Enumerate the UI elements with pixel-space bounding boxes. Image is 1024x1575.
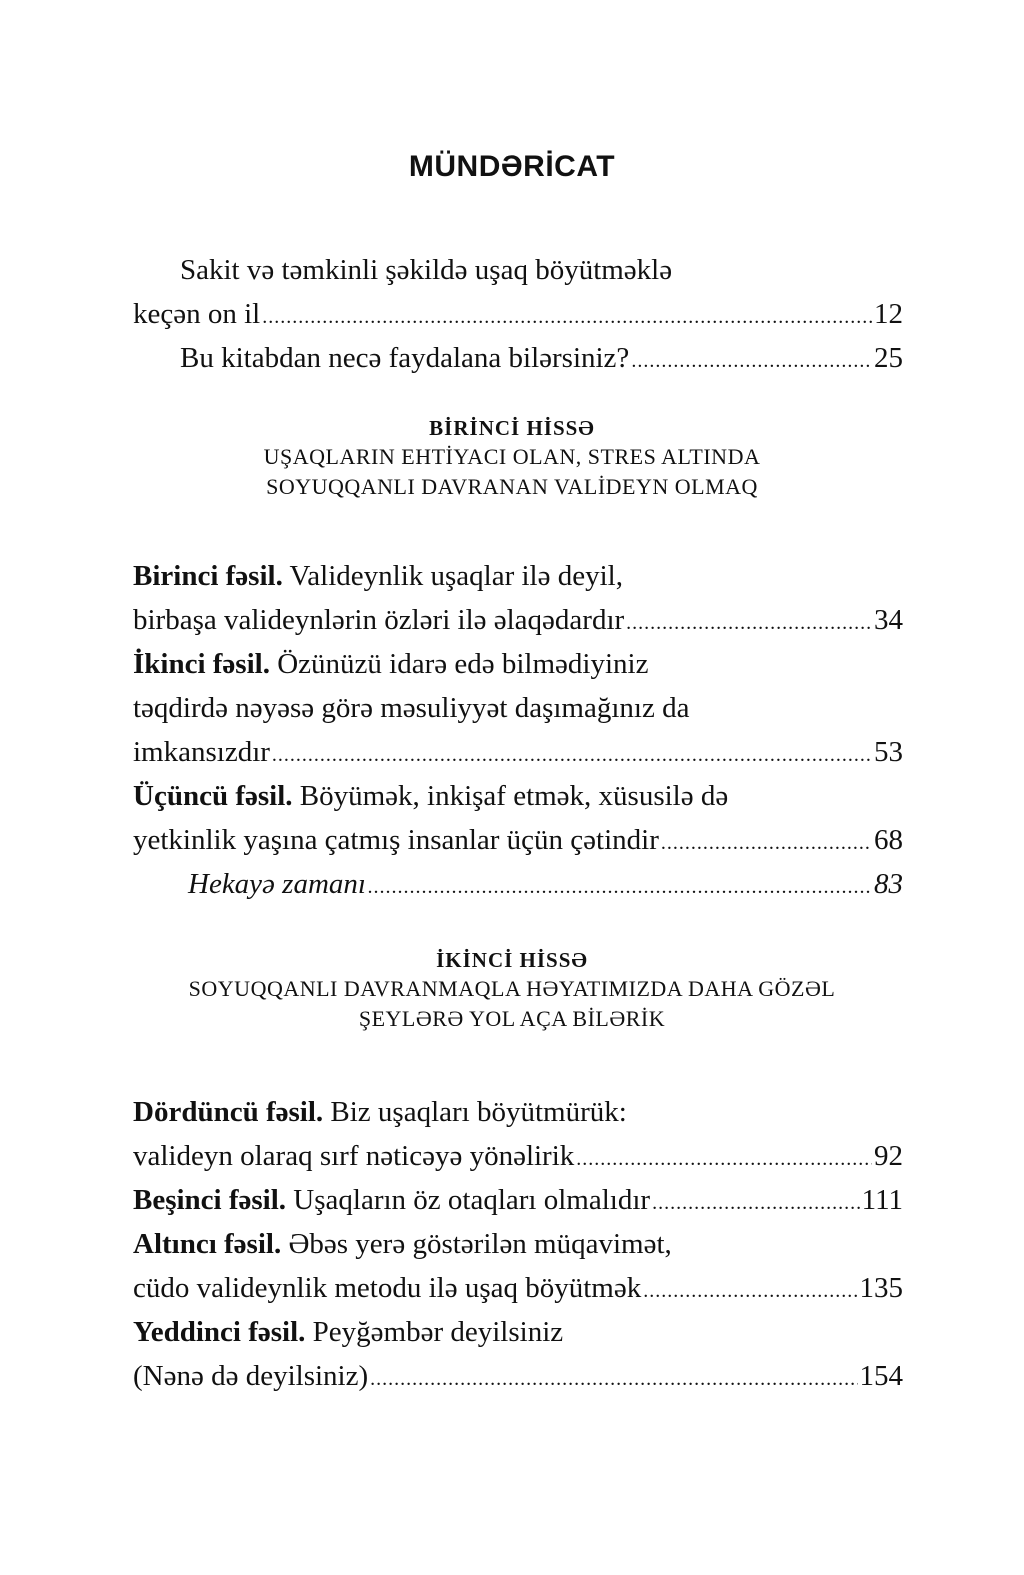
part-label: BİRİNCİ HİSSƏ	[429, 416, 595, 440]
toc-line	[133, 1266, 903, 1310]
dot-leader	[368, 865, 872, 909]
page-number: 83	[874, 868, 903, 900]
toc-line	[133, 1222, 903, 1266]
part-two-heading	[0, 946, 1024, 1034]
chapter-label: Beşinci fəsil.	[133, 1184, 287, 1216]
dot-leader	[272, 733, 872, 777]
dot-leader	[370, 1357, 857, 1401]
page-number: 12	[874, 298, 903, 330]
toc-line	[133, 1178, 903, 1222]
dot-leader	[262, 295, 872, 339]
part-subtitle: SOYUQQANLI DAVRANAN VALİDEYN OLMAQ	[266, 474, 758, 499]
toc-line	[133, 1090, 903, 1134]
chapter-label: Üçüncü fəsil.	[133, 780, 293, 812]
toc-text: Hekayə zamanı	[188, 868, 366, 900]
part-label: İKİNCİ HİSSƏ	[436, 948, 588, 972]
toc-text: Sakit və təmkinli şəkildə uşaq böyütməklə	[180, 254, 673, 286]
toc-line	[133, 292, 903, 336]
dot-leader	[661, 821, 872, 865]
page-number: 92	[874, 1140, 903, 1172]
toc-line	[133, 642, 903, 686]
part-subtitle: ŞEYLƏRƏ YOL AÇA BİLƏRİK	[358, 1006, 666, 1031]
dot-leader	[631, 339, 872, 383]
dot-leader	[626, 601, 872, 645]
dot-leader	[643, 1269, 857, 1313]
toc-text: (Nənə də deyilsiniz)	[133, 1360, 369, 1392]
dot-leader	[652, 1181, 860, 1225]
toc-text: Uşaqların öz otaqları olmalıdır	[286, 1184, 651, 1216]
toc-text: Böyümək, inkişaf etmək, xüsusilə də	[292, 780, 729, 812]
toc-text: Özünüzü idarə edə bilmədiyiniz	[269, 648, 649, 680]
page-number: 53	[874, 736, 903, 768]
toc-text: valideyn olaraq sırf nəticəyə yönəlirik	[133, 1140, 575, 1172]
toc-line	[133, 686, 903, 730]
toc-line	[133, 1134, 903, 1178]
chapter-label: Dördüncü fəsil.	[133, 1096, 324, 1128]
page-number: 34	[874, 604, 903, 636]
part-one-chapters	[133, 554, 903, 906]
toc-text: Bu kitabdan necə faydalana bilərsiniz?	[180, 342, 630, 374]
toc-text: yetkinlik yaşına çatmış insanlar üçün çətindir	[133, 824, 659, 856]
toc-text: cüdo valideynlik metodu ilə uşaq böyütmək	[133, 1272, 642, 1304]
page-number: 135	[859, 1272, 903, 1304]
intro-entries	[133, 248, 903, 380]
toc-text: keçən on il	[133, 298, 261, 330]
toc-text: Əbəs yerə göstərilən müqavimət,	[281, 1228, 672, 1260]
toc-line	[133, 1310, 903, 1354]
part-two-chapters	[133, 1090, 903, 1398]
toc-text: Valideynlik uşaqlar ilə deyil,	[282, 560, 623, 592]
toc-line	[133, 862, 903, 906]
page-number: 25	[874, 342, 903, 374]
chapter-label: Birinci fəsil.	[133, 560, 283, 592]
page-title: MÜNDƏRİCAT	[408, 150, 616, 183]
toc-line	[133, 598, 903, 642]
part-subtitle: UŞAQLARIN EHTİYACI OLAN, STRES ALTINDA	[263, 444, 761, 469]
part-one-heading	[0, 414, 1024, 502]
toc-text: birbaşa valideynlərin özləri ilə əlaqədardır	[133, 604, 625, 636]
toc-text: təqdirdə nəyəsə görə məsuliyyət daşımağınız da	[133, 692, 690, 724]
page-number: 111	[861, 1184, 903, 1216]
toc-line	[133, 1354, 903, 1398]
dot-leader	[576, 1137, 872, 1181]
page-number: 68	[874, 824, 903, 856]
chapter-label: Altıncı fəsil.	[133, 1228, 282, 1260]
toc-text: imkansızdır	[133, 736, 270, 768]
toc-line	[133, 774, 903, 818]
chapter-label: İkinci fəsil.	[133, 648, 270, 680]
chapter-label: Yeddinci fəsil.	[133, 1316, 306, 1348]
page-number: 154	[859, 1360, 903, 1392]
toc-line	[133, 818, 903, 862]
toc-line	[133, 554, 903, 598]
toc-line	[133, 248, 903, 292]
part-subtitle: SOYUQQANLI DAVRANMAQLA HƏYATIMIZDA DAHA GÖZƏL	[188, 976, 836, 1001]
toc-line	[133, 336, 903, 380]
toc-line	[133, 730, 903, 774]
toc-text: Peyğəmbər deyilsiniz	[305, 1316, 564, 1348]
toc-text: Biz uşaqları böyütmürük:	[323, 1096, 627, 1128]
